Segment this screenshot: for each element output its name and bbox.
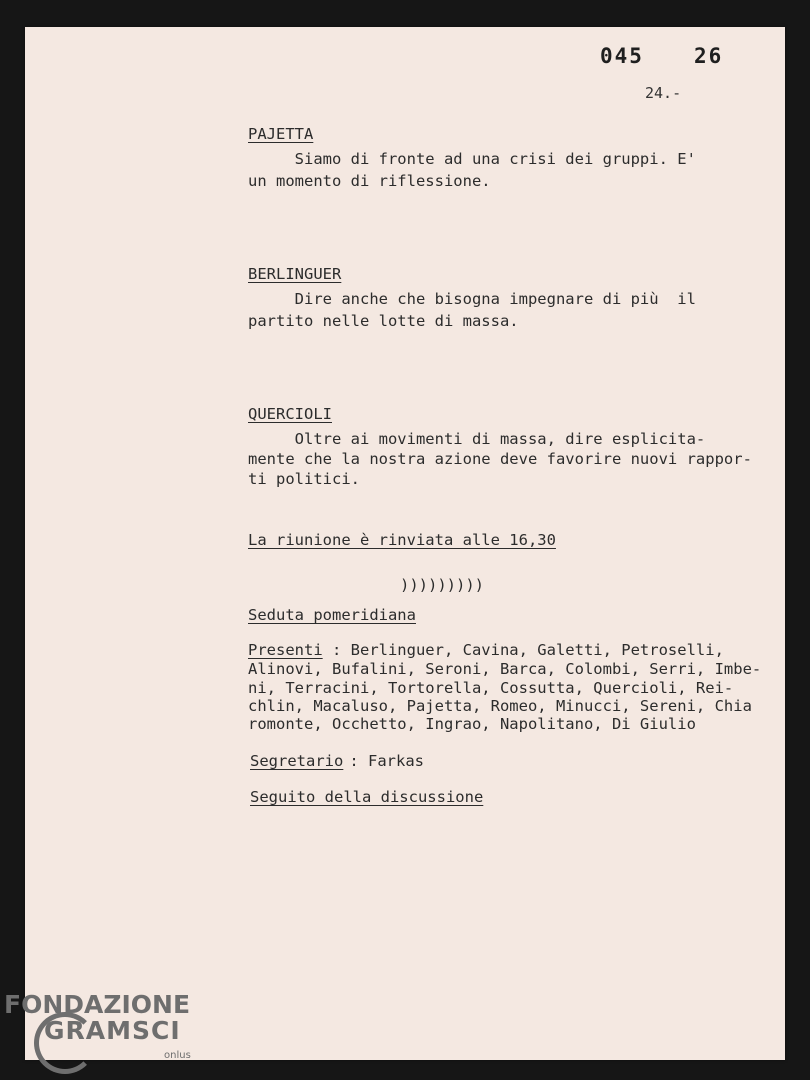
- speech-line: Oltre ai movimenti di massa, dire esplicita-: [248, 430, 706, 448]
- secretary-label: Segretario: [250, 752, 344, 770]
- speech-line: mente che la nostra azione deve favorire nuovi rappor-: [248, 450, 752, 468]
- speaker-heading: PAJETTA: [248, 125, 314, 143]
- attendees-line: romonte, Occhetto, Ingrao, Napolitano, Di Giulio: [248, 715, 696, 733]
- speech-line: Siamo di fronte ad una crisi dei gruppi. E': [248, 150, 696, 168]
- adjournment-note: La riunione è rinviata alle 16,30: [248, 531, 556, 549]
- fondazione-gramsci-logo: [4, 990, 191, 1061]
- logo-line-3: onlus: [164, 1050, 191, 1061]
- attendees-line: chlin, Macaluso, Pajetta, Romeo, Minucci, Sereni, Chia: [248, 697, 752, 715]
- attendees-line: ni, Terracini, Tortorella, Cossutta, Quercioli, Rei-: [248, 679, 734, 697]
- secretary-value: : Farkas: [340, 752, 424, 770]
- attendees-line: Presenti : Berlinguer, Cavina, Galetti, Petroselli,: [248, 641, 724, 659]
- logo-line-1: FONDAZIONE: [4, 990, 191, 1019]
- continuation-heading: Seguito della discussione: [250, 788, 484, 806]
- attendees-line: Alinovi, Bufalini, Seroni, Barca, Colombi, Serri, Imbe-: [248, 660, 762, 678]
- section-separator: ))))))))): [400, 576, 484, 594]
- afternoon-session-heading: Seduta pomeridiana: [248, 606, 416, 624]
- speech-line: ti politici.: [248, 470, 360, 488]
- speaker-heading: QUERCIOLI: [248, 405, 332, 423]
- logo-ring: [34, 1012, 96, 1074]
- attendees-label: Presenti: [248, 641, 323, 659]
- speech-line: partito nelle lotte di massa.: [248, 312, 519, 330]
- speech-line: Dire anche che bisogna impegnare di più il: [248, 290, 696, 308]
- page-number: 24.-: [645, 84, 682, 102]
- speech-line: un momento di riflessione.: [248, 172, 491, 190]
- speaker-heading: BERLINGUER: [248, 265, 342, 283]
- archive-stamp-page: 26: [694, 44, 724, 68]
- archive-stamp-number: 045: [600, 44, 644, 68]
- logo-line-2: GRAMSCI: [44, 1016, 181, 1045]
